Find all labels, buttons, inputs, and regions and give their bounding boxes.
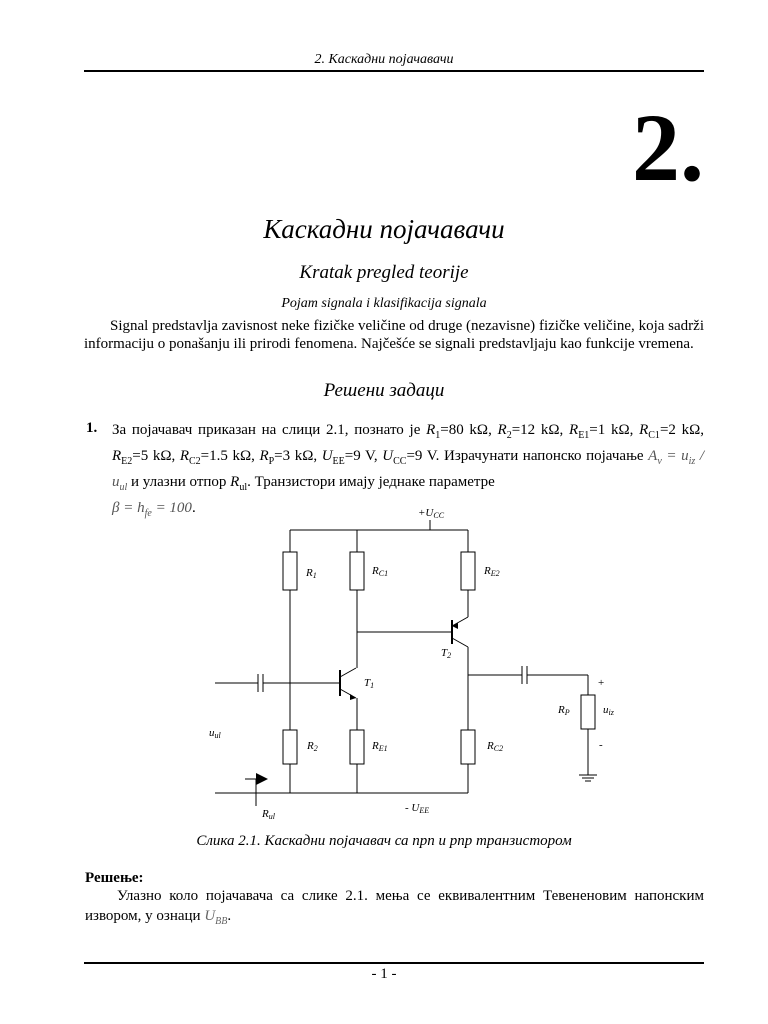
- rul-arrow: [256, 773, 268, 785]
- re1-resistor: [350, 730, 364, 764]
- plus-label: +: [598, 677, 605, 689]
- circuit-diagram: [0, 500, 768, 830]
- re1-label: RE1: [372, 740, 388, 753]
- footer-rule: [84, 962, 704, 964]
- re2-label: RE2: [484, 565, 500, 578]
- uul-label: uul: [209, 727, 221, 740]
- minus-label: -: [599, 739, 603, 751]
- solved-heading: Решени задаци: [323, 380, 445, 401]
- task-number: 1.: [86, 420, 98, 436]
- uee-label: - UEE: [405, 802, 430, 815]
- solution-text: Улазно коло појачавача са слике 2.1. мења се еквивалентним Тевененовим напонским извором, у ознаци $U_{BB}$.: [85, 888, 704, 927]
- rc1-label: RC1: [372, 565, 389, 578]
- rul-label: Rul: [262, 808, 275, 821]
- rp-resistor: [581, 695, 595, 729]
- chapter-title: Каскадни појачавачи: [263, 214, 505, 244]
- intro-paragraph: Signal predstavlja zavisnost neke fizičke veličine od druge (nezavisne) fizičke veličine, koja sadrži informaciju o ponašanju ili prirodi fenomena. Najčešće se signali predstavljaju kao funkcije vremena.: [84, 318, 704, 352]
- rc2-label: RC2: [487, 740, 504, 753]
- t1-label: T1: [364, 677, 375, 690]
- r1-resistor: [283, 552, 297, 590]
- solution-heading: Решење:: [85, 870, 144, 886]
- r2-resistor: [283, 730, 297, 764]
- task-text: За појачавач приказан на слици 2.1, познато је $R_1=80$ kΩ, $R_2=12$ kΩ, $R_{E1}=1$ kΩ, $R_{C1}=2$ kΩ, $R_{E2}=5$ kΩ, $R_{C2}=1.5$ kΩ, $R_P=3$ kΩ, $U_{EE}=9$ V, $U_{CC}=9$ V. Израчунати напонско појачање $A_v = u_{iz} / u_{ul}$ и улазни отпор $R_{ul}$. Транзистори имају једнаке параметре $\beta = h_{fe} = 100$.: [112, 422, 705, 519]
- r1-label: R1: [306, 567, 317, 580]
- chapter-subtitle: Kratak pregled teorije: [299, 262, 469, 283]
- t2-label: T2: [441, 647, 452, 660]
- header-rule: [84, 70, 704, 72]
- chapter-number: 2.: [632, 94, 704, 201]
- r2-label: R2: [307, 740, 318, 753]
- running-header: 2. Каскадни појачавачи: [314, 52, 454, 67]
- uiz-label: uiz: [603, 704, 614, 717]
- section-heading: Pojam signala i klasifikacija signala: [281, 296, 487, 311]
- rp-label: RP: [558, 704, 570, 717]
- rc2-resistor: [461, 730, 475, 764]
- rc1-resistor: [350, 552, 364, 590]
- re2-resistor: [461, 552, 475, 590]
- page-number: - 1 -: [371, 966, 397, 982]
- ucc-label: +UCC: [418, 507, 445, 520]
- figure-caption: Слика 2.1. Каскадни појачавач са npn и pnp транзистором: [196, 833, 572, 849]
